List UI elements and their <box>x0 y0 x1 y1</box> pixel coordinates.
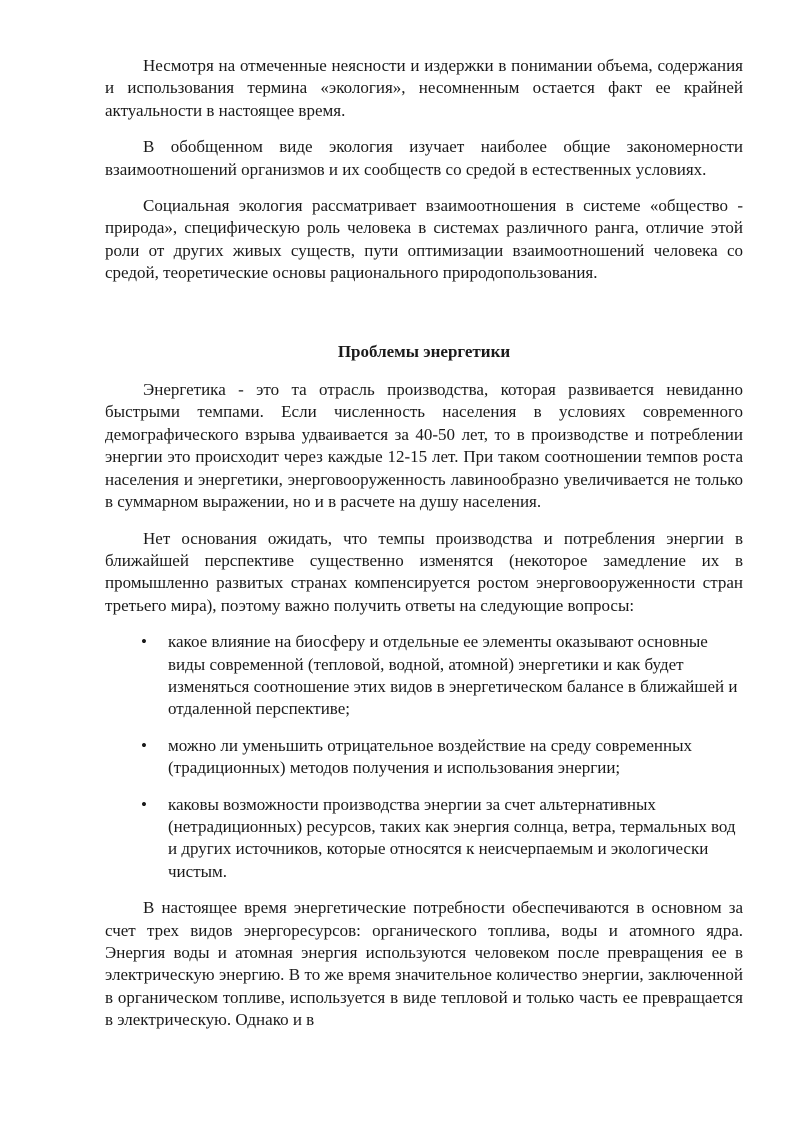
list-item-text: можно ли уменьшить отрицательное воздействие на среду современных (традиционных) методов получения и использования энергии; <box>168 735 693 778</box>
paragraph-social-ecology: Социальная экология рассматривает взаимоотношения в системе «общество - природа», специфическую роль человека в системах различного ранга, отличие этой роли от других живых существ, пути оптимизации взаимоотношений человека со средой, теоретические основы рационального природопользования. <box>105 196 743 283</box>
list-item-text: какое влияние на биосферу и отдельные ее элементы оказывают основные виды современной (тепловой, водной, атомной) энергетики и как будет изменяться соотношение этих видов в энергетическом балансе в ближайшей и отдаленной перспективе; <box>168 632 738 719</box>
paragraph-energy-questions: Нет основания ожидать, что темпы производства и потребления энергии в ближайшей перспективе существенно изменятся (некоторое замедление их в промышленно развитых странах компенсируется ростом энерговооруженности стран третьего мира), поэтому важно получить ответы на следующие вопросы: <box>105 528 743 615</box>
paragraph-energy-resources: В настоящее время энергетические потребности обеспечиваются в основном за счет трех видов энергоресурсов: органического топлива, воды и атомного ядра. Энергия воды и атомная энергия используются человеком после превращения ее в электрическую энергию. В то же время значительное количество энергии, заключенной в органическом топливе, используется в виде тепловой и только часть ее превращается в электрическую. Однако и в <box>105 898 743 1030</box>
section-heading: Проблемы энергетики <box>337 341 511 361</box>
list-item <box>105 735 743 780</box>
list-item <box>105 794 743 884</box>
bullet-icon: • <box>141 735 147 755</box>
bullet-list <box>105 631 743 883</box>
document-page <box>105 55 743 1046</box>
paragraph-ecology-relevance: Несмотря на отмеченные неясности и издержки в понимании объема, содержания и использования термина «экология», несомненным остается факт ее крайней актуальности в настоящее время. <box>105 56 743 120</box>
bullet-icon: • <box>141 632 147 652</box>
paragraph-ecology-general: В обобщенном виде экология изучает наиболее общие закономерности взаимоотношений организмов и их сообществ со средой в естественных условиях. <box>105 137 743 179</box>
bullet-icon: • <box>141 794 147 814</box>
list-item-text: каковы возможности производства энергии за счет альтернативных (нетрадиционных) ресурсов, таких как энергия солнца, ветра, термальных вод и других источников, которые относятся к неисчерпаемым и экологически чистым. <box>168 794 736 881</box>
paragraph-energy-growth: Энергетика - это та отрасль производства, которая развивается невиданно быстрыми темпами. Если численность населения в условиях современного демографического взрыва удваивается за 40-50 лет, то в производстве и потреблении энергии это происходит через каждые 12-15 лет. При таком соотношении темпов роста населения и энергетики, энерговооруженность лавинообразно увеличивается не только в суммарном выражении, но и в расчете на душу населения. <box>105 380 743 512</box>
list-item <box>105 631 743 721</box>
